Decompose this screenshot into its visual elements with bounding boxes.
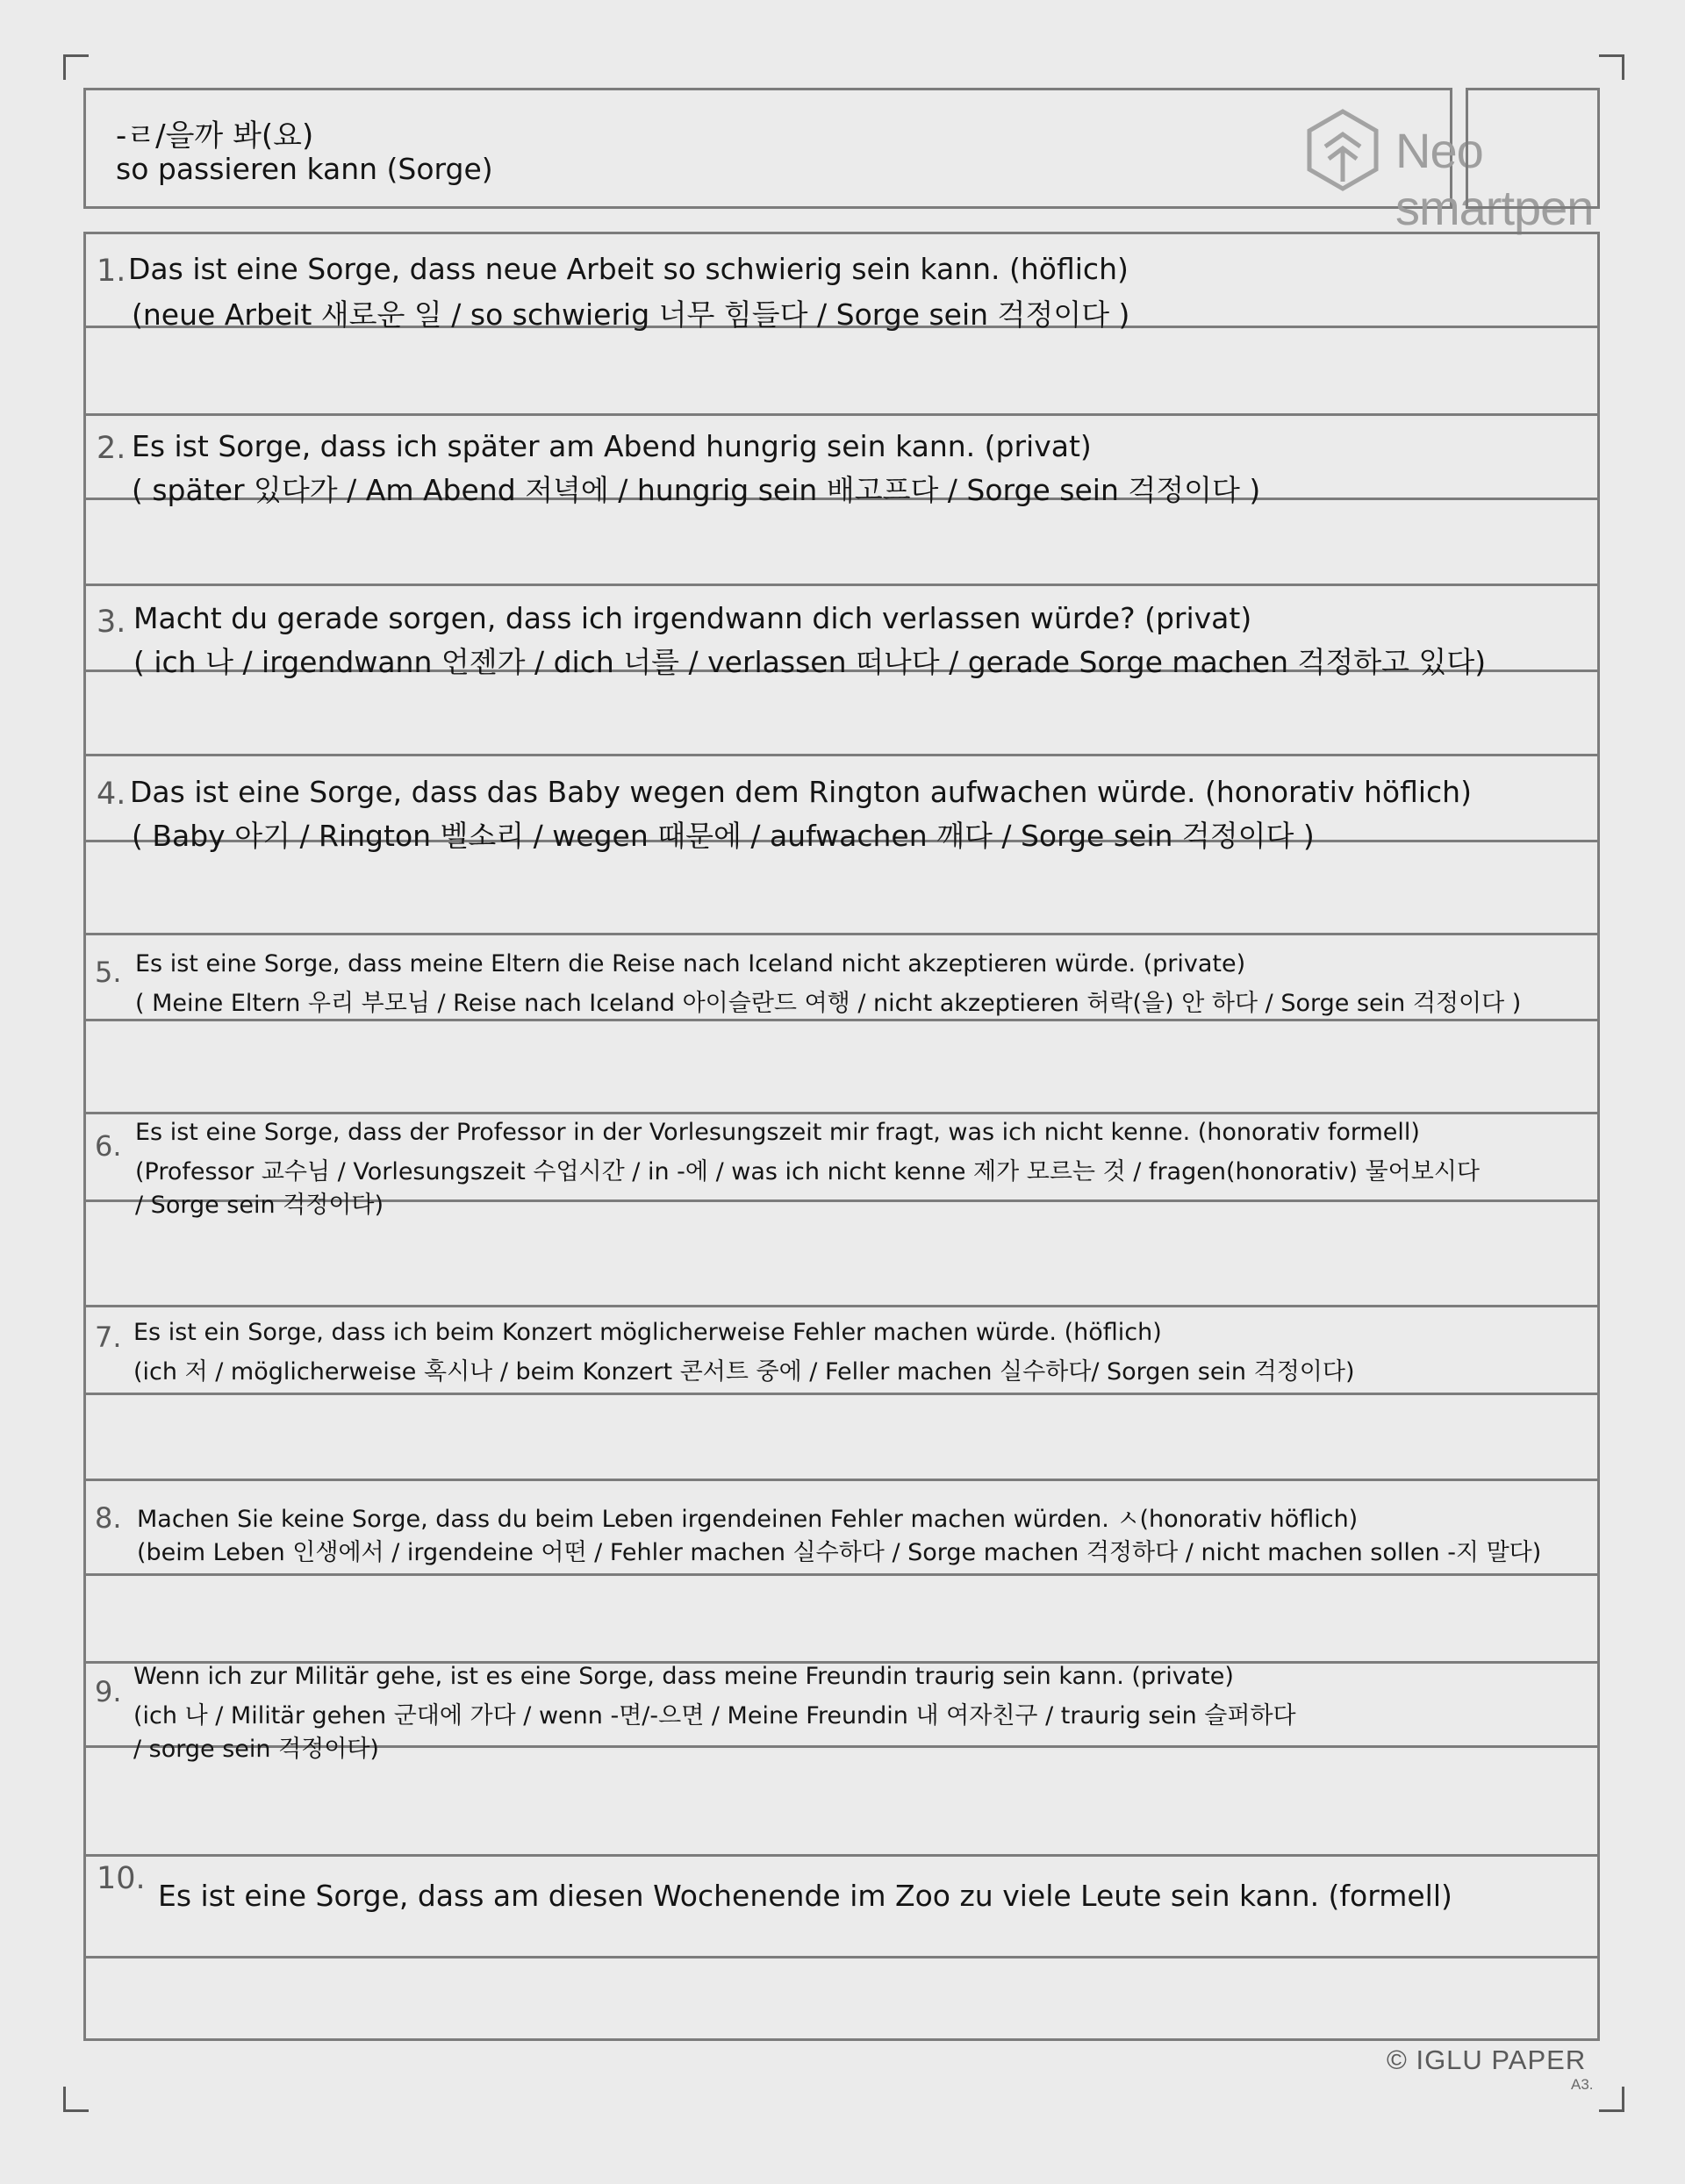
grid-line — [86, 933, 1597, 935]
exercise-number: 9. — [95, 1675, 122, 1708]
exercise-sentence: Das ist eine Sorge, dass das Baby wegen dem Rington aufwachen würde. (honorativ höflich) — [130, 775, 1472, 809]
exercise-hint: / Sorge sein 걱정이다) — [135, 1192, 384, 1219]
exercise-sentence: Es ist eine Sorge, dass der Professor in der Vorlesungszeit mir fragt, was ich nicht kenne. (honorativ formell) — [135, 1119, 1420, 1146]
exercise-sentence: Es ist eine Sorge, dass am diesen Wochenende im Zoo zu viele Leute sein kann. (formell) — [158, 1879, 1452, 1913]
grid-line — [86, 1956, 1597, 1958]
exercise-hint: ( später 있다가 / Am Abend 저녁에 / hungrig sein 배고프다 / Sorge sein 걱정이다 ) — [132, 473, 1261, 507]
exercise-hint: / sorge sein 걱정이다) — [133, 1736, 379, 1763]
exercise-hint: (Professor 교수님 / Vorlesungszeit 수업시간 / in -에 / was ich nicht kenne 제가 모르는 것 / fragen(honorativ) 물어보시다 — [135, 1158, 1480, 1185]
corner-mark-bottom-right — [1599, 2087, 1624, 2112]
grid-line — [86, 584, 1597, 586]
grammar-meaning: so passieren kann (Sorge) — [116, 152, 493, 186]
grid-line — [86, 1112, 1597, 1114]
exercise-hint: (neue Arbeit 새로운 일 / so schwierig 너무 힘들다 / Sorge sein 걱정이다 ) — [132, 297, 1130, 332]
neo-smartpen-logo-text: Neo smartpen — [1395, 123, 1594, 235]
grid-line — [86, 754, 1597, 756]
exercise-number: 2. — [97, 431, 126, 466]
grid-line — [86, 413, 1597, 416]
grammar-title: -ㄹ/을까 봐(요) — [116, 118, 314, 154]
corner-square-box — [1466, 88, 1600, 209]
exercise-hint: (ich 나 / Militär gehen 군대에 가다 / wenn -면/-으면 / Meine Freundin 내 여자친구 / traurig sein 슬퍼하다 — [133, 1702, 1296, 1729]
exercise-number: 8. — [95, 1501, 122, 1535]
corner-mark-top-left — [63, 54, 89, 80]
exercise-number: 1. — [97, 254, 126, 289]
exercise-hint: ( Baby 아기 / Rington 벨소리 / wegen 때문에 / aufwachen 깨다 / Sorge sein 걱정이다 ) — [132, 819, 1315, 853]
grid-line — [86, 1573, 1597, 1576]
exercise-sentence: Es ist eine Sorge, dass meine Eltern die Reise nach Iceland nicht akzeptieren würde. (private) — [135, 950, 1246, 977]
copyright-text: © IGLU PAPER — [1387, 2044, 1587, 2075]
exercise-number: 6. — [95, 1129, 122, 1163]
exercise-sentence: Wenn ich zur Militär gehe, ist es eine Sorge, dass meine Freundin traurig sein kann. (private) — [133, 1663, 1234, 1690]
exercise-sentence: Macht du gerade sorgen, dass ich irgendwann dich verlassen würde? (privat) — [133, 601, 1252, 635]
grid-line — [86, 1393, 1597, 1395]
exercise-sentence: Das ist eine Sorge, dass neue Arbeit so schwierig sein kann. (höflich) — [128, 252, 1129, 286]
exercise-sentence: Es ist ein Sorge, dass ich beim Konzert möglicherweise Fehler machen würde. (höflich) — [133, 1319, 1162, 1346]
grid-line — [86, 1854, 1597, 1857]
exercise-number: 4. — [97, 777, 126, 812]
neo-smartpen-logo-icon — [1306, 108, 1380, 192]
exercise-hint: (beim Leben 인생에서 / irgendeine 어떤 / Fehler machen 실수하다 / Sorge machen 걱정하다 / nicht machen sollen -지 말다) — [137, 1539, 1542, 1566]
grid-line — [86, 1479, 1597, 1481]
exercise-number: 3. — [97, 605, 126, 640]
exercise-sentence: Machen Sie keine Sorge, dass du beim Leben irgendeinen Fehler machen würden. ㅅ(honorativ höflich) — [137, 1506, 1359, 1533]
page-code: A3. — [1571, 2076, 1594, 2093]
corner-mark-bottom-left — [63, 2087, 89, 2112]
grid-line — [86, 1305, 1597, 1307]
grid-line — [86, 1019, 1597, 1021]
exercise-grid — [83, 232, 1600, 2041]
exercise-hint: (ich 저 / möglicherweise 혹시나 / beim Konzert 콘서트 중에 / Feller machen 실수하다/ Sorgen sein 걱정이다) — [133, 1358, 1355, 1386]
title-box — [83, 88, 1594, 235]
exercise-hint: ( ich 나 / irgendwann 언젠가 / dich 너를 / verlassen 떠나다 / gerade Sorge machen 걱정하고 있다) — [133, 645, 1487, 679]
exercise-number: 10. — [97, 1861, 146, 1896]
exercise-number: 7. — [95, 1321, 122, 1354]
corner-mark-top-right — [1599, 54, 1624, 80]
exercise-number: 5. — [95, 956, 122, 989]
exercise-hint: ( Meine Eltern 우리 부모님 / Reise nach Iceland 아이슬란드 여행 / nicht akzeptieren 허락(을) 안 하다 / Sorge sein 걱정이다 ) — [135, 990, 1522, 1017]
exercise-sentence: Es ist Sorge, dass ich später am Abend hungrig sein kann. (privat) — [132, 429, 1092, 463]
